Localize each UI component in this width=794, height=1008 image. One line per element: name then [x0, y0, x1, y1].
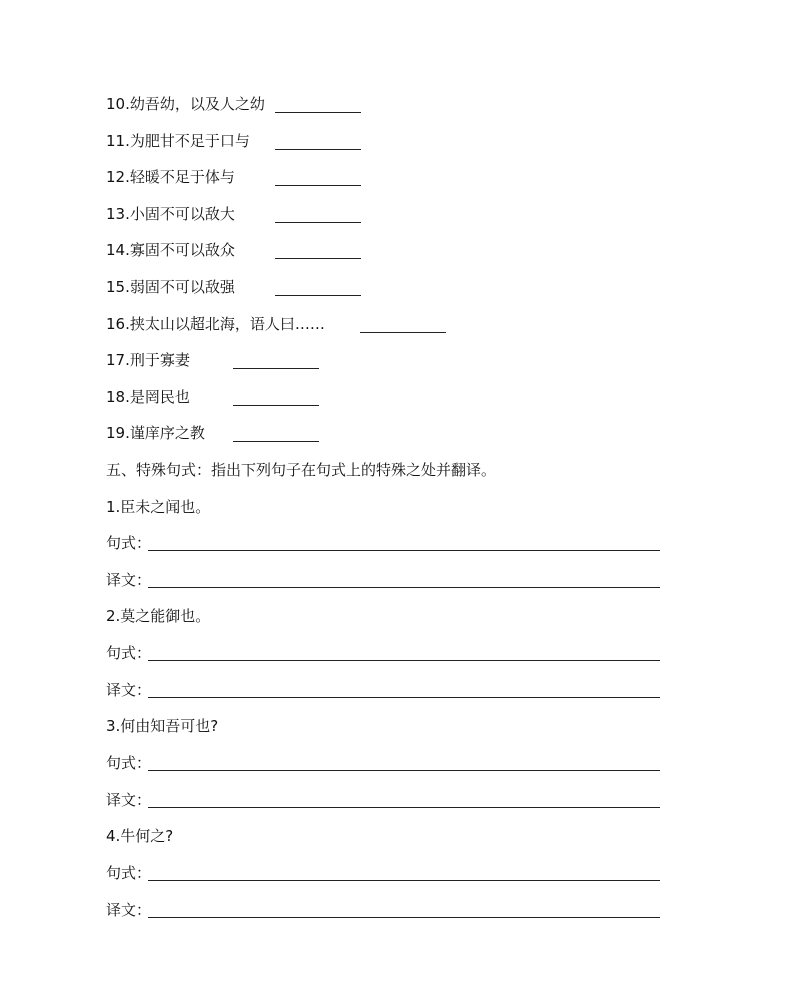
- pattern-answer-line[interactable]: [148, 660, 660, 661]
- answer-blank[interactable]: [233, 441, 319, 442]
- translation-answer-line[interactable]: [148, 587, 660, 588]
- translation-label: 译文：: [106, 791, 152, 809]
- pattern-label: 句式：: [106, 754, 152, 772]
- vocab-item-text: 13.小固不可以敌大: [106, 205, 235, 223]
- answer-blank[interactable]: [275, 258, 361, 259]
- answer-blank[interactable]: [275, 295, 361, 296]
- sentence-text: 3.何由知吾可也?: [106, 717, 219, 735]
- pattern-label: 句式：: [106, 644, 152, 662]
- pattern-answer-line[interactable]: [148, 880, 660, 881]
- vocab-item-text: 15.弱固不可以敌强: [106, 278, 235, 296]
- translation-answer-line[interactable]: [148, 807, 660, 808]
- pattern-label: 句式：: [106, 864, 152, 882]
- translation-answer-line[interactable]: [148, 697, 660, 698]
- sentence-text: 2.莫之能御也。: [106, 607, 211, 625]
- answer-blank[interactable]: [275, 185, 361, 186]
- vocab-item-text: 12.轻暖不足于体与: [106, 168, 235, 186]
- sentence-text: 1.臣未之闻也。: [106, 498, 211, 516]
- vocab-item-text: 14.寡固不可以敌众: [106, 241, 235, 259]
- translation-answer-line[interactable]: [148, 917, 660, 918]
- answer-blank[interactable]: [275, 112, 361, 113]
- answer-blank[interactable]: [360, 332, 446, 333]
- pattern-answer-line[interactable]: [148, 770, 660, 771]
- vocab-item-text: 10.幼吾幼，以及人之幼: [106, 95, 265, 113]
- vocab-item-text: 18.是罔民也: [106, 388, 190, 406]
- translation-label: 译文：: [106, 681, 152, 699]
- answer-blank[interactable]: [233, 405, 319, 406]
- answer-blank[interactable]: [233, 368, 319, 369]
- vocab-item-text: 19.谨庠序之教: [106, 424, 205, 442]
- vocab-item-text: 17.刑于寡妻: [106, 351, 190, 369]
- translation-label: 译文：: [106, 901, 152, 919]
- translation-label: 译文：: [106, 571, 152, 589]
- vocab-item-text: 16.挟太山以超北海，语人曰……: [106, 315, 325, 333]
- vocab-item-text: 11.为肥甘不足于口与: [106, 132, 250, 150]
- pattern-answer-line[interactable]: [148, 550, 660, 551]
- answer-blank[interactable]: [275, 222, 361, 223]
- section-heading: 五、特殊句式：指出下列句子在句式上的特殊之处并翻译。: [106, 461, 497, 479]
- pattern-label: 句式：: [106, 534, 152, 552]
- sentence-text: 4.牛何之?: [106, 827, 174, 845]
- answer-blank[interactable]: [275, 149, 361, 150]
